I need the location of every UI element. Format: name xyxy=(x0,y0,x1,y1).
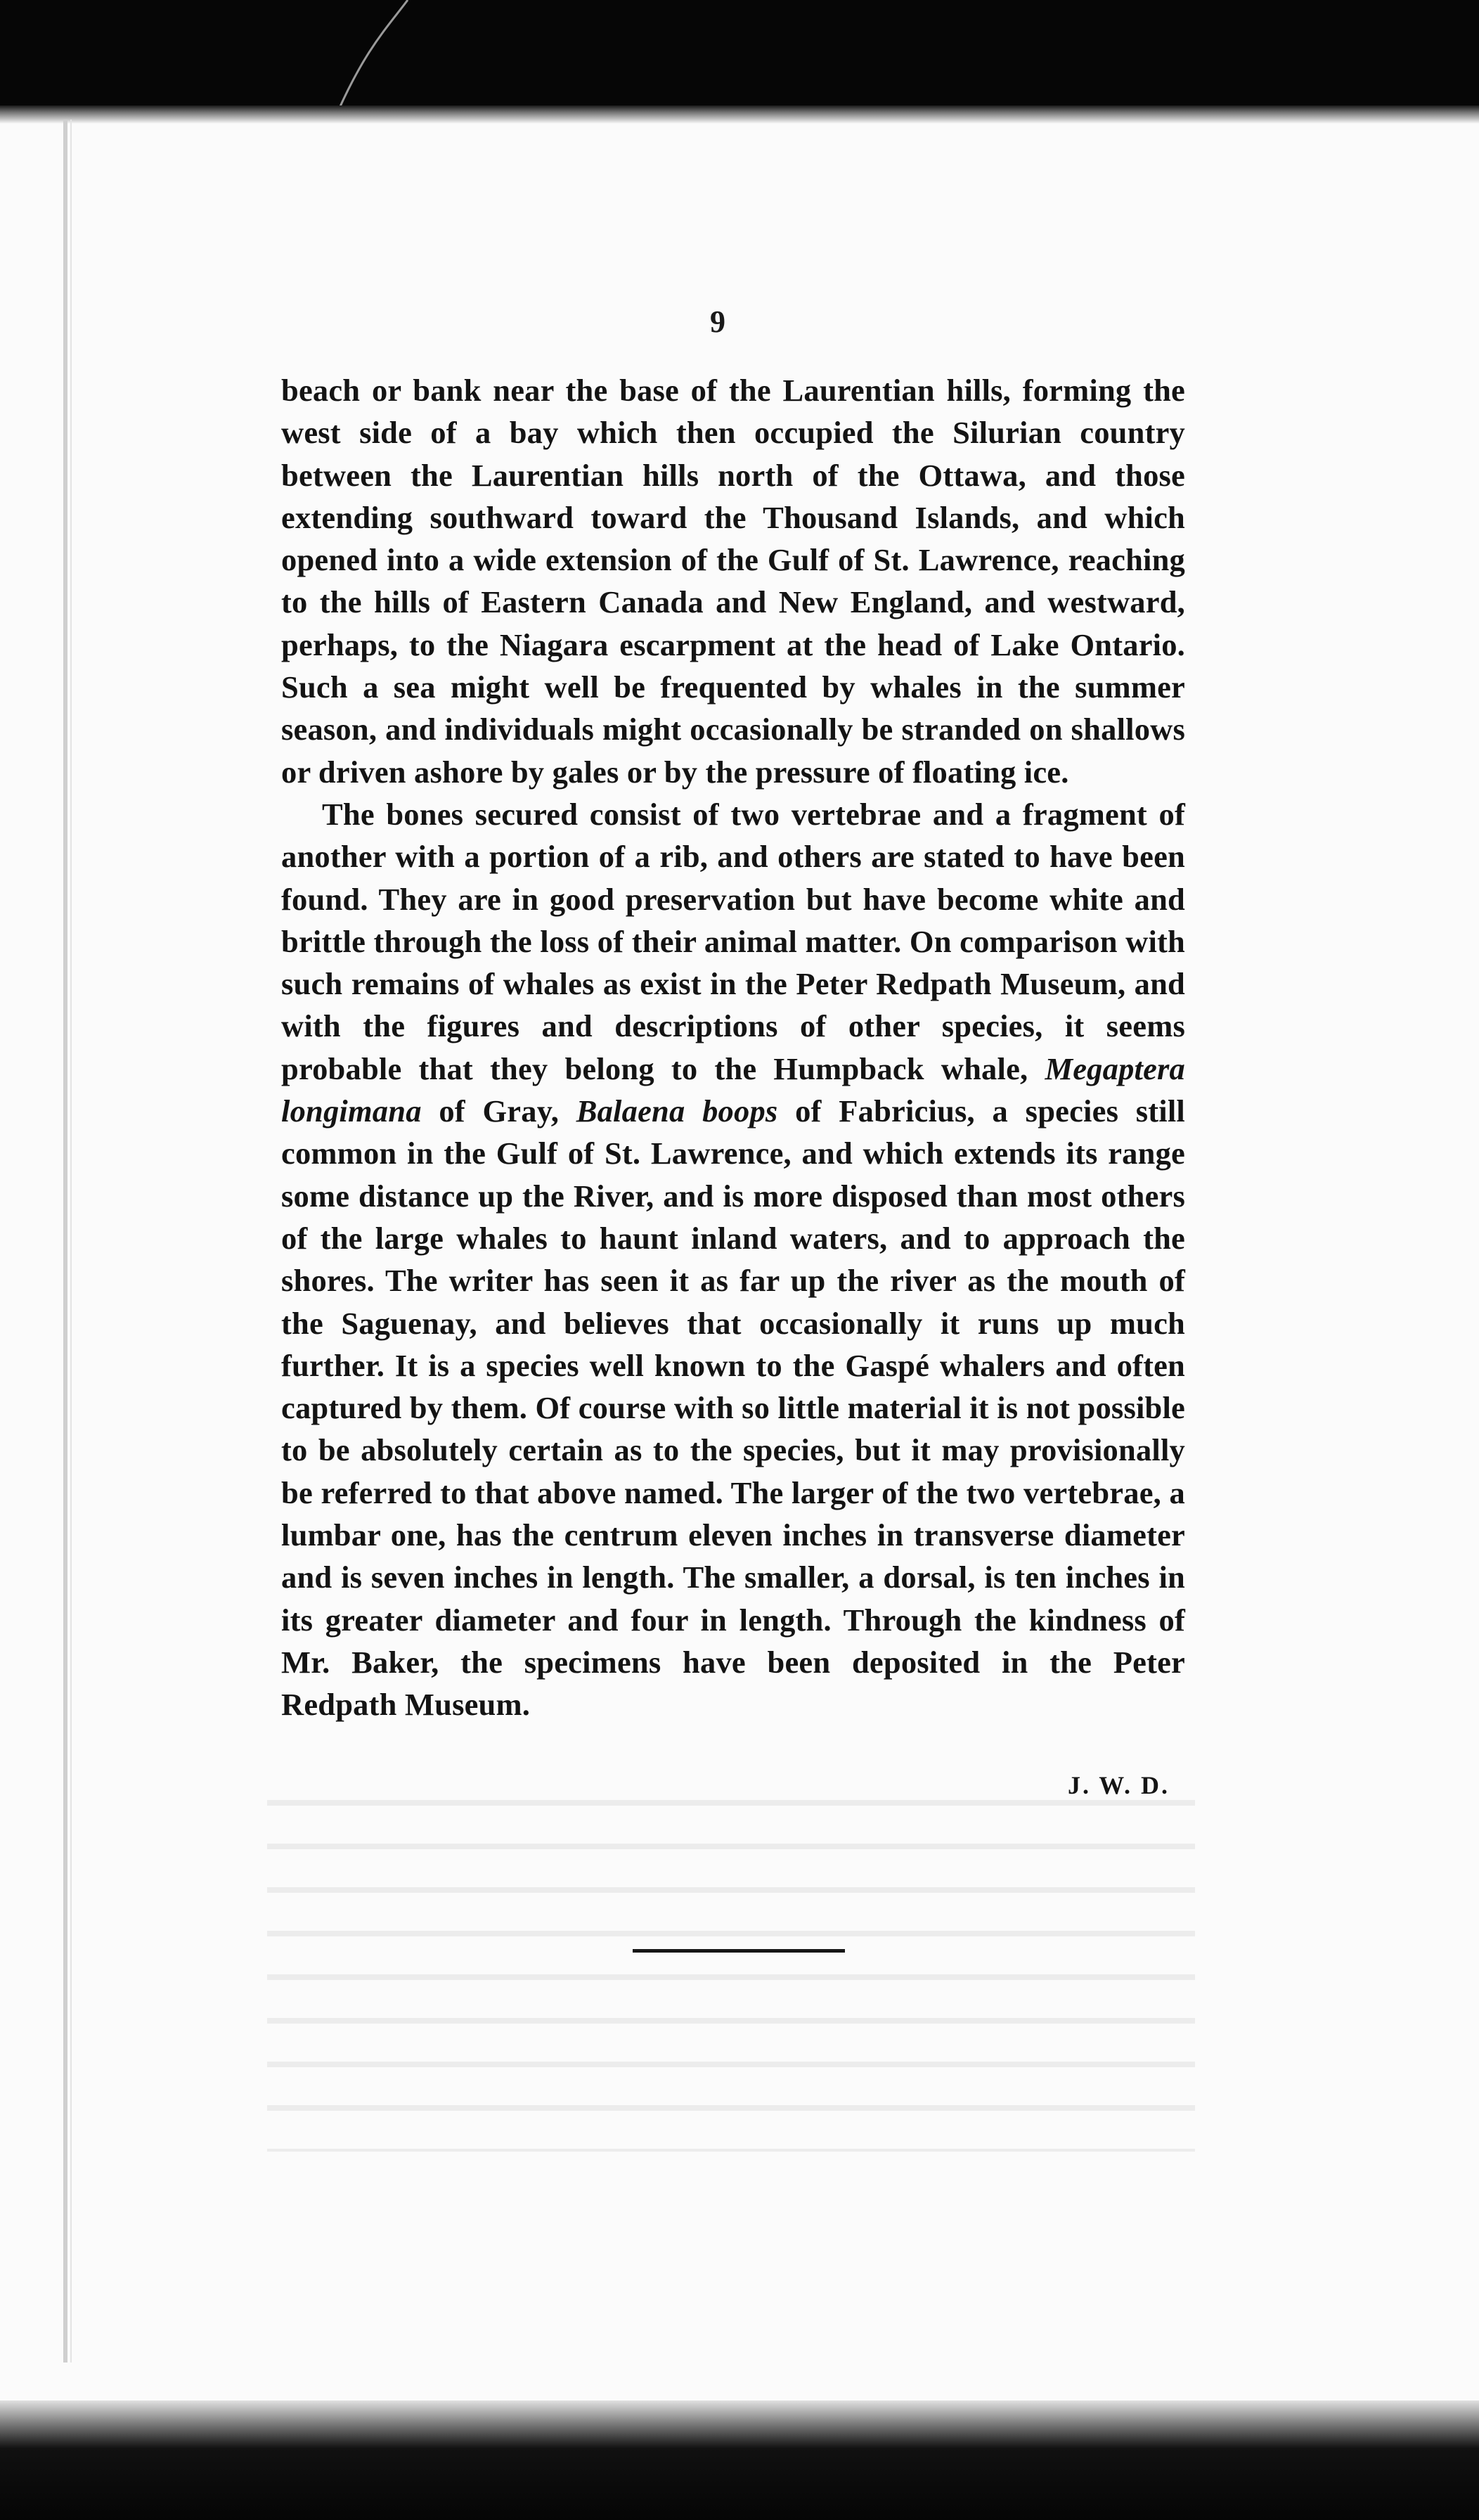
page-top-edge xyxy=(0,105,1479,124)
scan-background-top xyxy=(0,0,1479,120)
paragraph-2-part-3: of Fabricius, a species still common in the Gulf of St. Lawrence, and which extends its range some distance up the River, and is more disposed than most others of the large whales to haunt inland waters, and to approach the shores. The writer has seen it as far up the river as the mouth of the Saguenay, and believes that occasionally it runs up much further. It is a species well known to the Gaspé whalers and often captured by them. Of course with so little material it is not possible to be absolutely certain as to the species, but it may provisionally be referred to that above named. The larger of the two vertebrae, a lumbar one, has the centrum eleven inches in transverse diameter and is seven inches in length. The smaller, a dorsal, is ten inches in its greater diameter and four in length. Through the kindness of Mr. Baker, the specimens have been deposited in the Peter Redpath Museum. xyxy=(281,1093,1185,1723)
paragraph-2 xyxy=(281,793,1185,1726)
paragraph-1: beach or bank near the base of the Laurentian hills, forming the west side of a bay which then occupied the Silurian country between the Laurentian hills north of the Ottawa, and those extending southward toward the Thousand Islands, and which opened into a wide extension of the Gulf of St. Lawrence, reaching to the hills of Eastern Canada and New England, and westward, perhaps, to the Niagara escarpment at the head of Lake Ontario. Such a sea might well be frequented by whales in the summer season, and individuals might occasionally be stranded on shallows or driven ashore by gales or by the pressure of floating ice. xyxy=(281,373,1185,790)
author-signature: J. W. D. xyxy=(1067,1771,1170,1799)
binding-gutter-line-faint xyxy=(70,120,72,2362)
paragraph-2-part-2: of Gray, xyxy=(439,1093,560,1129)
body-text xyxy=(281,369,1185,1726)
paragraph-2-part-1: The bones secured consist of two vertebrae and a fragment of another with a portion of a rib, and others are stated to have been found. They are in good preservation but have become white and brittle through the loss of their animal matter. On comparison with such remains of whales as exist in the Peter Redpath Museum, and with the figures and descriptions of other species, it seems probable that they belong to the Humpback whale, xyxy=(281,796,1185,1086)
section-end-rule xyxy=(633,1949,845,1953)
species-name-balaena: Balaena boops xyxy=(576,1093,778,1129)
binding-gutter-line xyxy=(63,120,67,2362)
scan-hair-artifact xyxy=(323,0,436,112)
page-number: 9 xyxy=(710,304,725,339)
bleed-through-text xyxy=(267,1800,1195,2152)
species-name-megaptera: Megaptera longimana xyxy=(281,1050,1186,1129)
scan-background-bottom xyxy=(0,2400,1479,2520)
